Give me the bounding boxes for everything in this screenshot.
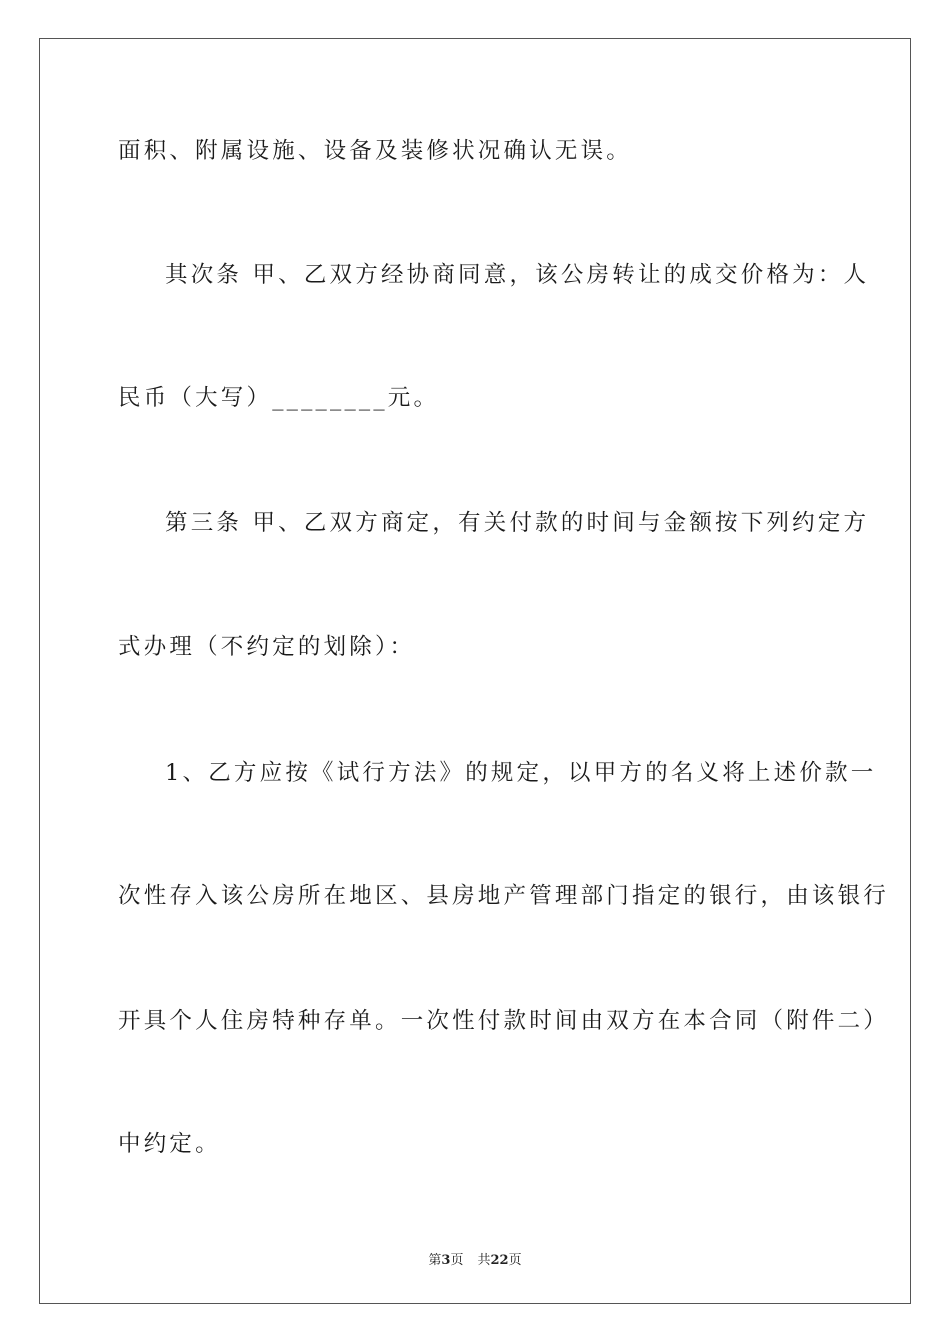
text-line-3: 民币（大写）________元。 (118, 385, 440, 411)
text-line-5: 式办理（不约定的划除）： (118, 634, 416, 660)
total-prefix: 共 (477, 1253, 491, 1268)
page-border (39, 38, 911, 1304)
text-line-9: 中约定。 (118, 1131, 221, 1157)
text-line-8: 开具个人住房特种存单。一次性付款时间由双方在本合同（附件二） (118, 1008, 890, 1034)
page-prefix: 第 (428, 1253, 442, 1268)
text-line-4: 第三条 甲、乙双方商定，有关付款的时间与金额按下列约定方 (165, 510, 870, 536)
page-footer (0, 1249, 950, 1268)
total-pages: 22 (490, 1253, 509, 1268)
text-line-7: 次性存入该公房所在地区、县房地产管理部门指定的银行，由该银行 (118, 883, 890, 909)
page-number: 3 (441, 1253, 451, 1268)
text-line-6: 1、乙方应按《试行方法》的规定，以甲方的名义将上述价款一 (165, 760, 877, 786)
total-suffix: 页 (508, 1253, 522, 1268)
page-suffix: 页 (450, 1253, 464, 1268)
text-line-2: 其次条 甲、乙双方经协商同意，该公房转让的成交价格为：人 (165, 262, 870, 288)
text-line-1: 面积、附属设施、设备及装修状况确认无误。 (118, 138, 633, 164)
